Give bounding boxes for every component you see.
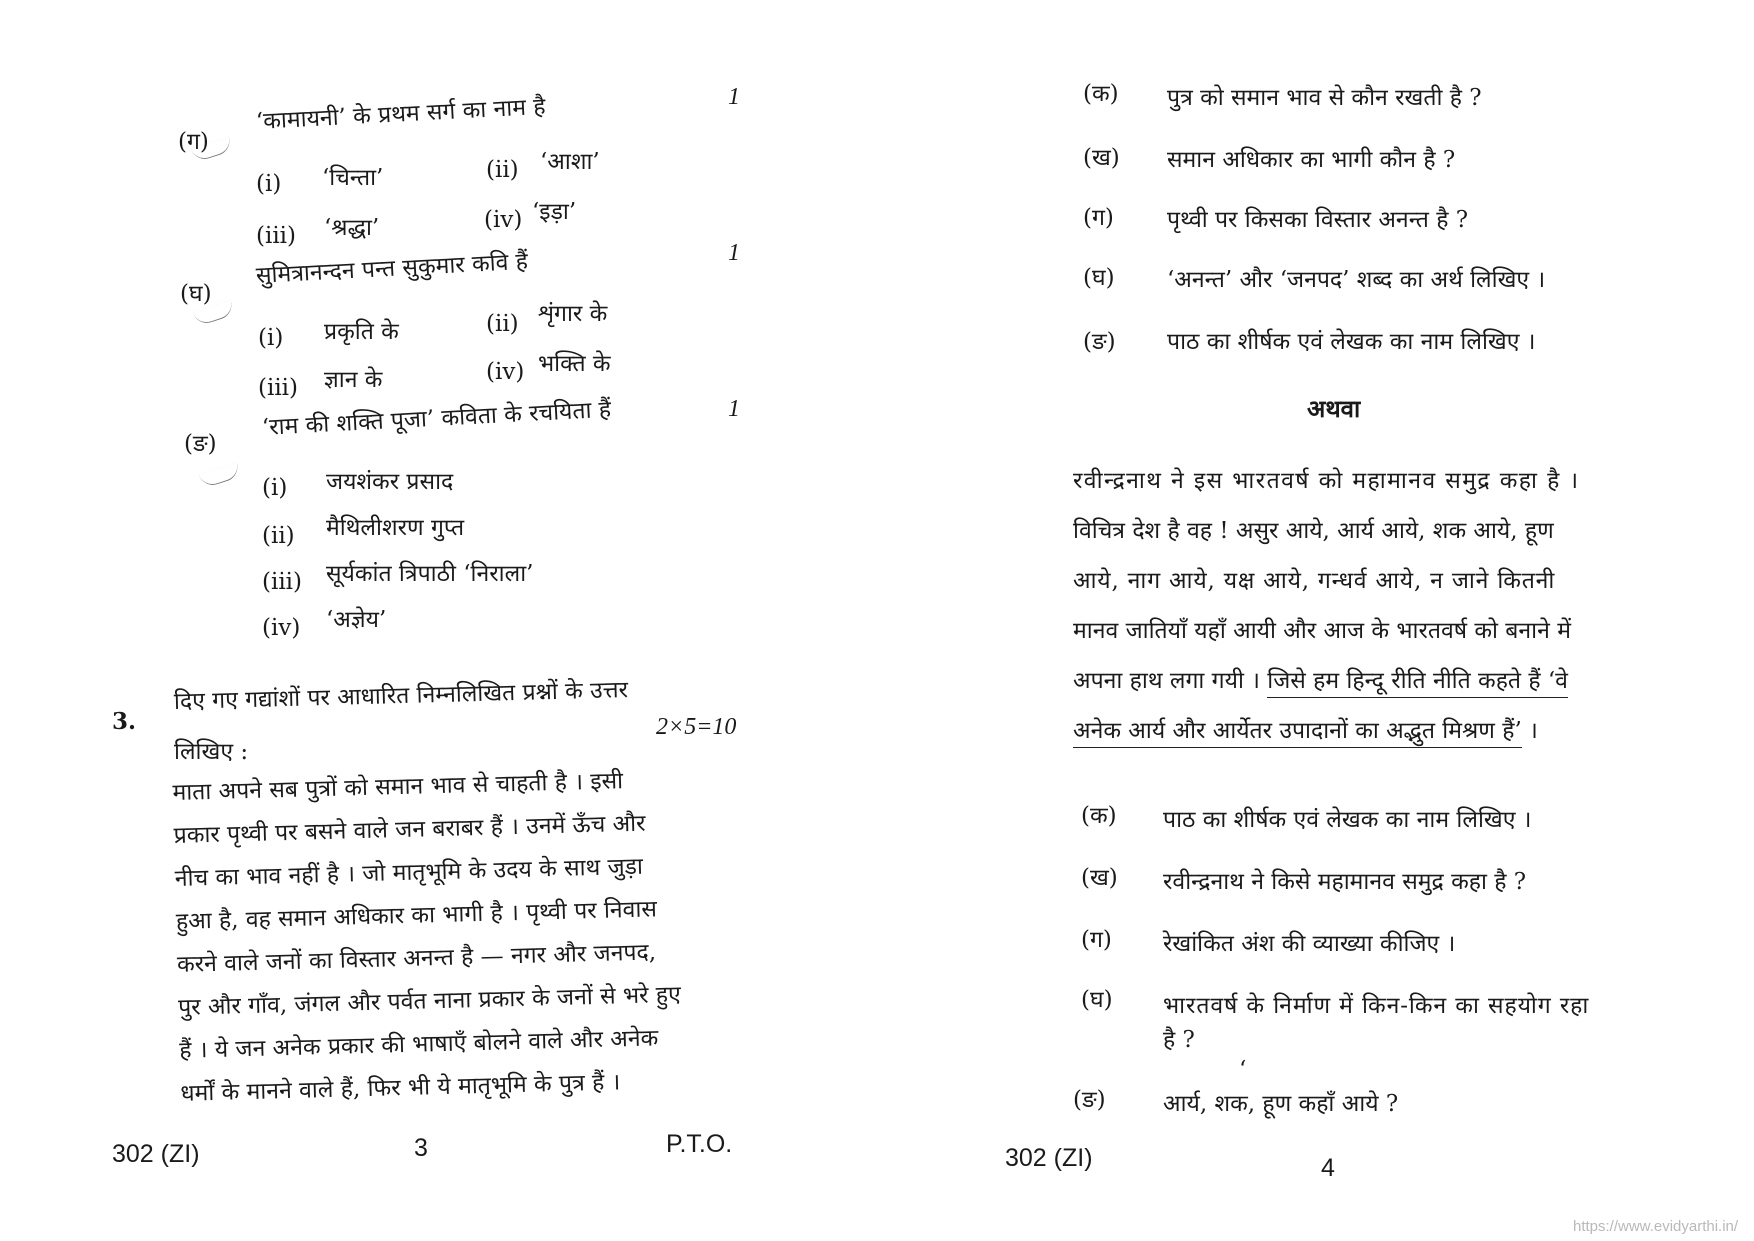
passage-line: प्रकार पृथ्वी पर बसने वाले जन बराबर हैं । उनमें ऊँच और — [173, 810, 646, 849]
option-text: ‘चिन्ता’ — [322, 165, 384, 191]
paper-code: 302 (ZI) — [112, 1140, 200, 1168]
passage-text: अपना हाथ लगा गयी । — [1073, 668, 1260, 694]
question-text: समान अधिकार का भागी कौन है ? — [1167, 147, 1456, 173]
question-text: भारतवर्ष के निर्माण में किन-किन का सहयोग रहा — [1163, 993, 1590, 1019]
question-text: ‘अनन्त’ और ‘जनपद’ शब्द का अर्थ लिखिए । — [1167, 267, 1546, 293]
passage-line: आये, नाग आये, यक्ष आये, गन्धर्व आये, न जाने कितनी — [1073, 568, 1556, 594]
question-number: (ग) — [1081, 927, 1112, 953]
page-number: 3 — [414, 1134, 428, 1162]
passage-line: पुर और गाँव, जंगल और पर्वत नाना प्रकार के जनों से भरे हुए — [177, 981, 682, 1021]
question-text: सुमित्रानन्दन पन्त सुकुमार कवि हैं — [255, 248, 529, 289]
question-text-continued: है ? — [1163, 1027, 1195, 1053]
question-text: रवीन्द्रनाथ ने किसे महामानव समुद्र कहा है ? — [1163, 869, 1527, 895]
underlined-text: जिसे हम हिन्दू रीति नीति कहते हैं ‘वे — [1267, 668, 1568, 698]
passage-line: माता अपने सब पुत्रों को समान भाव से चाहती है । इसी — [172, 768, 624, 806]
question-number: (घ) — [180, 281, 212, 307]
marks: 1 — [728, 84, 740, 110]
option-number: (iii) — [258, 375, 299, 401]
question-number: (ङ) — [1083, 329, 1116, 355]
question-text: पृथ्वी पर किसका विस्तार अनन्त है ? — [1167, 207, 1469, 233]
option-text: प्रकृति के — [324, 319, 399, 345]
passage-line: करने वाले जनों का विस्तार अनन्त है — नगर और जनपद, — [176, 939, 657, 978]
passage-line: हैं । ये जन अनेक प्रकार की भाषाएँ बोलने वाले और अनेक — [178, 1025, 659, 1064]
question-number: (ङ) — [1073, 1087, 1106, 1113]
question-text: आर्य, शक, हूण कहाँ आये ? — [1163, 1091, 1399, 1117]
question-number: (ख) — [1081, 865, 1118, 891]
passage — [172, 759, 684, 1116]
option-number: (iv) — [484, 207, 523, 233]
passage-line — [1073, 656, 1580, 706]
option-text: जयशंकर प्रसाद — [326, 469, 454, 495]
passage-text: । — [1529, 718, 1538, 744]
question-number: (ग) — [178, 129, 209, 155]
question-number: 3. — [112, 708, 137, 735]
question-text: पाठ का शीर्षक एवं लेखक का नाम लिखिए । — [1167, 329, 1536, 355]
question-number: (ख) — [1083, 145, 1120, 171]
option-number: (iv) — [262, 615, 301, 641]
option-number: (i) — [258, 325, 284, 351]
option-text: ‘इड़ा’ — [532, 199, 577, 225]
option-number: (i) — [262, 475, 288, 501]
option-number: (iii) — [262, 569, 303, 595]
option-text: सूर्यकांत त्रिपाठी ‘निराला’ — [326, 561, 534, 587]
option-number: (iv) — [486, 359, 525, 385]
passage-line: मानव जातियाँ यहाँ आयी और आज के भारतवर्ष को बनाने में — [1073, 618, 1571, 644]
question-text: पाठ का शीर्षक एवं लेखक का नाम लिखिए । — [1163, 807, 1532, 833]
question-text: रेखांकित अंश की व्याख्या कीजिए । — [1163, 931, 1456, 957]
option-text: ‘अज्ञेय’ — [326, 607, 387, 633]
question-number: (ङ) — [184, 431, 217, 457]
instruction-text: दिए गए गद्यांशों पर आधारित निम्नलिखित प्रश्नों के उत्तर — [173, 677, 629, 715]
option-number: (ii) — [486, 311, 519, 337]
instruction-text: लिखिए : — [174, 739, 249, 765]
question-text: ‘कामायनी’ के प्रथम सर्ग का नाम है — [255, 93, 547, 135]
question-number: (घ) — [1083, 265, 1115, 291]
marks: 1 — [728, 396, 740, 422]
or-heading: अथवा — [1307, 394, 1361, 423]
question-number: (क) — [1081, 803, 1117, 829]
underlined-text: अनेक आर्य और आर्येतर उपादानों का अद्भुत मिश्रण हैं’ — [1073, 718, 1522, 748]
passage-line — [1073, 706, 1580, 756]
tick-mark — [199, 462, 242, 489]
question-text: ‘राम की शक्ति पूजा’ कविता के रचयिता हैं — [261, 396, 612, 441]
option-text: भक्ति के — [538, 351, 611, 377]
question-number: (घ) — [1081, 987, 1113, 1013]
option-number: (i) — [256, 171, 282, 197]
passage-line: रवीन्द्रनाथ ने इस भारतवर्ष को महामानव समुद्र कहा है । — [1073, 468, 1580, 494]
marks: 2×5=10 — [656, 714, 737, 740]
passage-line: विचित्र देश है वह ! असुर आये, आर्य आये, शक आये, हूण — [1073, 518, 1554, 544]
question-text: पुत्र को समान भाव से कौन रखती है ? — [1167, 85, 1482, 111]
question-number: (क) — [1083, 81, 1119, 107]
option-number: (ii) — [486, 157, 519, 183]
option-text: ‘श्रद्धा’ — [324, 215, 380, 241]
question-number: (ग) — [1083, 205, 1114, 231]
stray-mark: ʻ — [1239, 1057, 1247, 1083]
passage-line: नीच का भाव नहीं है । जो मातृभूमि के उदय के साथ जुड़ा — [174, 853, 644, 892]
paper-code: 302 (ZI) — [1005, 1144, 1093, 1172]
page-number: 4 — [1321, 1154, 1335, 1182]
passage-line: धर्मों के मानने वाले हैं, फिर भी ये मातृभूमि के पुत्र हैं । — [180, 1069, 621, 1107]
passage-line: हुआ है, वह समान अधिकार का भागी है । पृथ्वी पर निवास — [175, 896, 658, 935]
pto-label: P.T.O. — [666, 1130, 733, 1158]
option-number: (ii) — [262, 523, 295, 549]
option-text: ज्ञान के — [324, 367, 383, 393]
option-number: (iii) — [256, 223, 297, 249]
option-text: मैथिलीशरण गुप्त — [326, 515, 465, 541]
passage-2 — [1073, 456, 1580, 756]
right-page — [877, 0, 1754, 1241]
option-text: शृंगार के — [538, 301, 608, 327]
watermark: https://www.evidyarthi.in/ — [1573, 1218, 1739, 1235]
marks: 1 — [728, 240, 740, 266]
option-text: ‘आशा’ — [540, 149, 600, 175]
